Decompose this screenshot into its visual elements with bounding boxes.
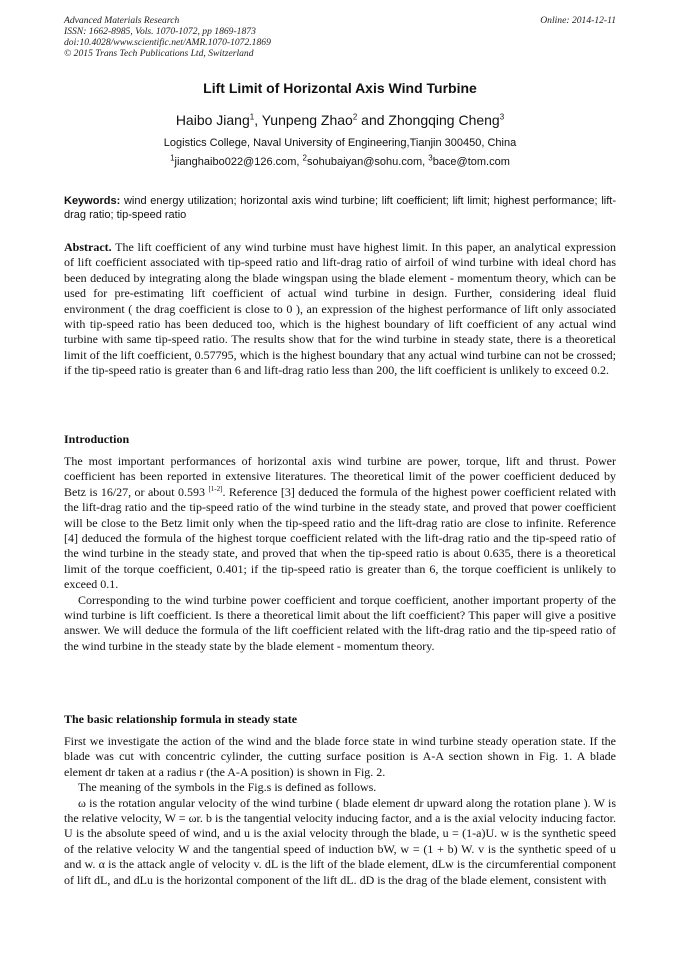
email-1-mark: 1 <box>170 153 175 163</box>
intro-paragraph-1a: The most important performances of horizontal axis wind turbine are power, torque, lift and thrust. Power coefficient has been reported in extensive literatures. The theoretical limit of the power coefficient deduced by Betz is 16/27, or about 0.593 <box>64 454 616 499</box>
section-2-body <box>64 734 616 888</box>
intro-citation: [1-2] <box>208 484 223 493</box>
paper-title: Lift Limit of Horizontal Axis Wind Turbine <box>203 80 477 96</box>
keywords-text: wind energy utilization; horizontal axis wind turbine; lift coefficient; lift limit; highest performance; lift-drag ratio; tip-speed ratio <box>64 195 616 221</box>
email-3-mark: 3 <box>428 153 433 163</box>
email-2-mark: 2 <box>302 153 307 163</box>
email-line <box>64 153 616 168</box>
section-2-paragraph-3: ω is the rotation angular velocity of the wind turbine ( blade element dr upward along the rotation plane ). W is the relative velocity, W = ωr. b is the tangential velocity inducing factor, and a is the axial velocity inducing factor. U is the absolute speed of wind, and u is the axial velocity through the blade, u = (1-a)U. w is the synthetic speed of the relative velocity W and the tangential speed of induction bW, w = (1 + b) W. v is the synthetic speed of u and w. α is the attack angle of velocity v. dL is the lift of the blade element, dLw is the circumferential component of lift dL, and dLu is the horizontal component of the lift dL. dD is the drag of the blade element, consistent with <box>64 795 616 887</box>
email-1: jianghaibo022@126.com, <box>174 156 303 168</box>
journal-name: Advanced Materials Research <box>64 15 180 26</box>
section-2-heading: The basic relationship formula in steady state <box>64 712 298 726</box>
abstract-text: The lift coefficient of any wind turbine must have highest limit. In this paper, an analytical expression of lift coefficient associated with tip-speed ratio and lift-drag ratio of airfoil of wind turbine with ideal chord has been deduced by integrating along the blade wingspan using the blade element - momentum theory, which can be used for pre-estimating lift coefficient of actual wind turbine in design. Further, considering ideal fluid environment ( the drag coefficient is close to 0 ), an expression of the highest performance of lift only associated with tip-speed ratio has been deduced too, which is the highest boundary of lift coefficient of any actual wind turbine with same tip-speed ratio. The results show that for the wind turbine in steady state, there is a theoretical limit of the lift coefficient, 0.57795, which is the highest boundary that any actual wind turbine can not be crossed; if the tip-speed ratio is greater than 6 and lift-drag ratio less than 200, the lift coefficient is unlikely to exceed 0.2. <box>64 240 616 378</box>
keywords-label: Keywords: <box>64 195 121 207</box>
introduction-body <box>64 454 616 654</box>
online-date: Online: 2014-12-11 <box>540 15 616 26</box>
intro-paragraph-2: Corresponding to the wind turbine power coefficient and torque coefficient, another important property of the wind turbine is lift coefficient. Is there a theoretical limit about the lift coefficient? This paper will give a positive answer. We will deduce the formula of the lift coefficient related with the lift-drag ratio and the tip-speed ratio of the wind turbine in the steady state by the blade element - momentum theory. <box>64 592 616 653</box>
email-3: bace@tom.com <box>432 156 510 168</box>
author-3: and Zhongqing Cheng <box>357 112 500 128</box>
journal-header <box>64 15 616 59</box>
abstract-block <box>64 240 616 379</box>
author-1-mark: 1 <box>249 112 255 122</box>
author-2: , Yunpeng Zhao <box>254 112 353 128</box>
section-2-paragraph-1: First we investigate the action of the wind and the blade force state in wind turbine steady operation state. If the blade was cut with concentric cylinder, the cutting surface position is A-A section shown in Fig. 1. A blade element dr taken at a radius r (the A-A position) is shown in Fig. 2. <box>64 734 616 779</box>
abstract-label: Abstract. <box>64 240 112 254</box>
doi-line: doi:10.4028/www.scientific.net/AMR.1070-1072.1869 <box>64 37 271 48</box>
email-2: sohubaiyan@sohu.com, <box>306 156 429 168</box>
introduction-heading: Introduction <box>64 432 130 446</box>
intro-paragraph-1b: . Reference [3] deduced the formula of the highest power coefficient related with the lift-drag ratio and the tip-speed ratio of the wind turbine in the steady state, and proved that power coefficient will be close to the Betz limit only when the tip-speed ratio and the lift-drag ratio are close to infinite. Reference [4] deduced the formula of the highest torque coefficient related with the lift-drag ratio and the tip-speed ratio of the wind turbine in the steady state, and proved that when the tip-speed ratio is about 0.635, there is a theoretical limit of the torque coefficient, 0.401; if the tip-speed ratio is greater than 6, the torque coefficient is unlikely to exceed 0.1. <box>64 484 616 592</box>
author-2-mark: 2 <box>352 112 358 122</box>
author-3-mark: 3 <box>499 112 505 122</box>
issn-line: ISSN: 1662-8985, Vols. 1070-1072, pp 1869-1873 <box>64 26 256 37</box>
copyright-line: © 2015 Trans Tech Publications Ltd, Switzerland <box>64 48 254 59</box>
affiliation: Logistics College, Naval University of Engineering,Tianjin 300450, China <box>163 137 517 149</box>
section-2-paragraph-2: The meaning of the symbols in the Fig.s is defined as follows. <box>78 780 377 795</box>
author-1: Haibo Jiang <box>175 112 250 128</box>
author-line <box>64 112 616 128</box>
keywords-block <box>64 194 616 222</box>
